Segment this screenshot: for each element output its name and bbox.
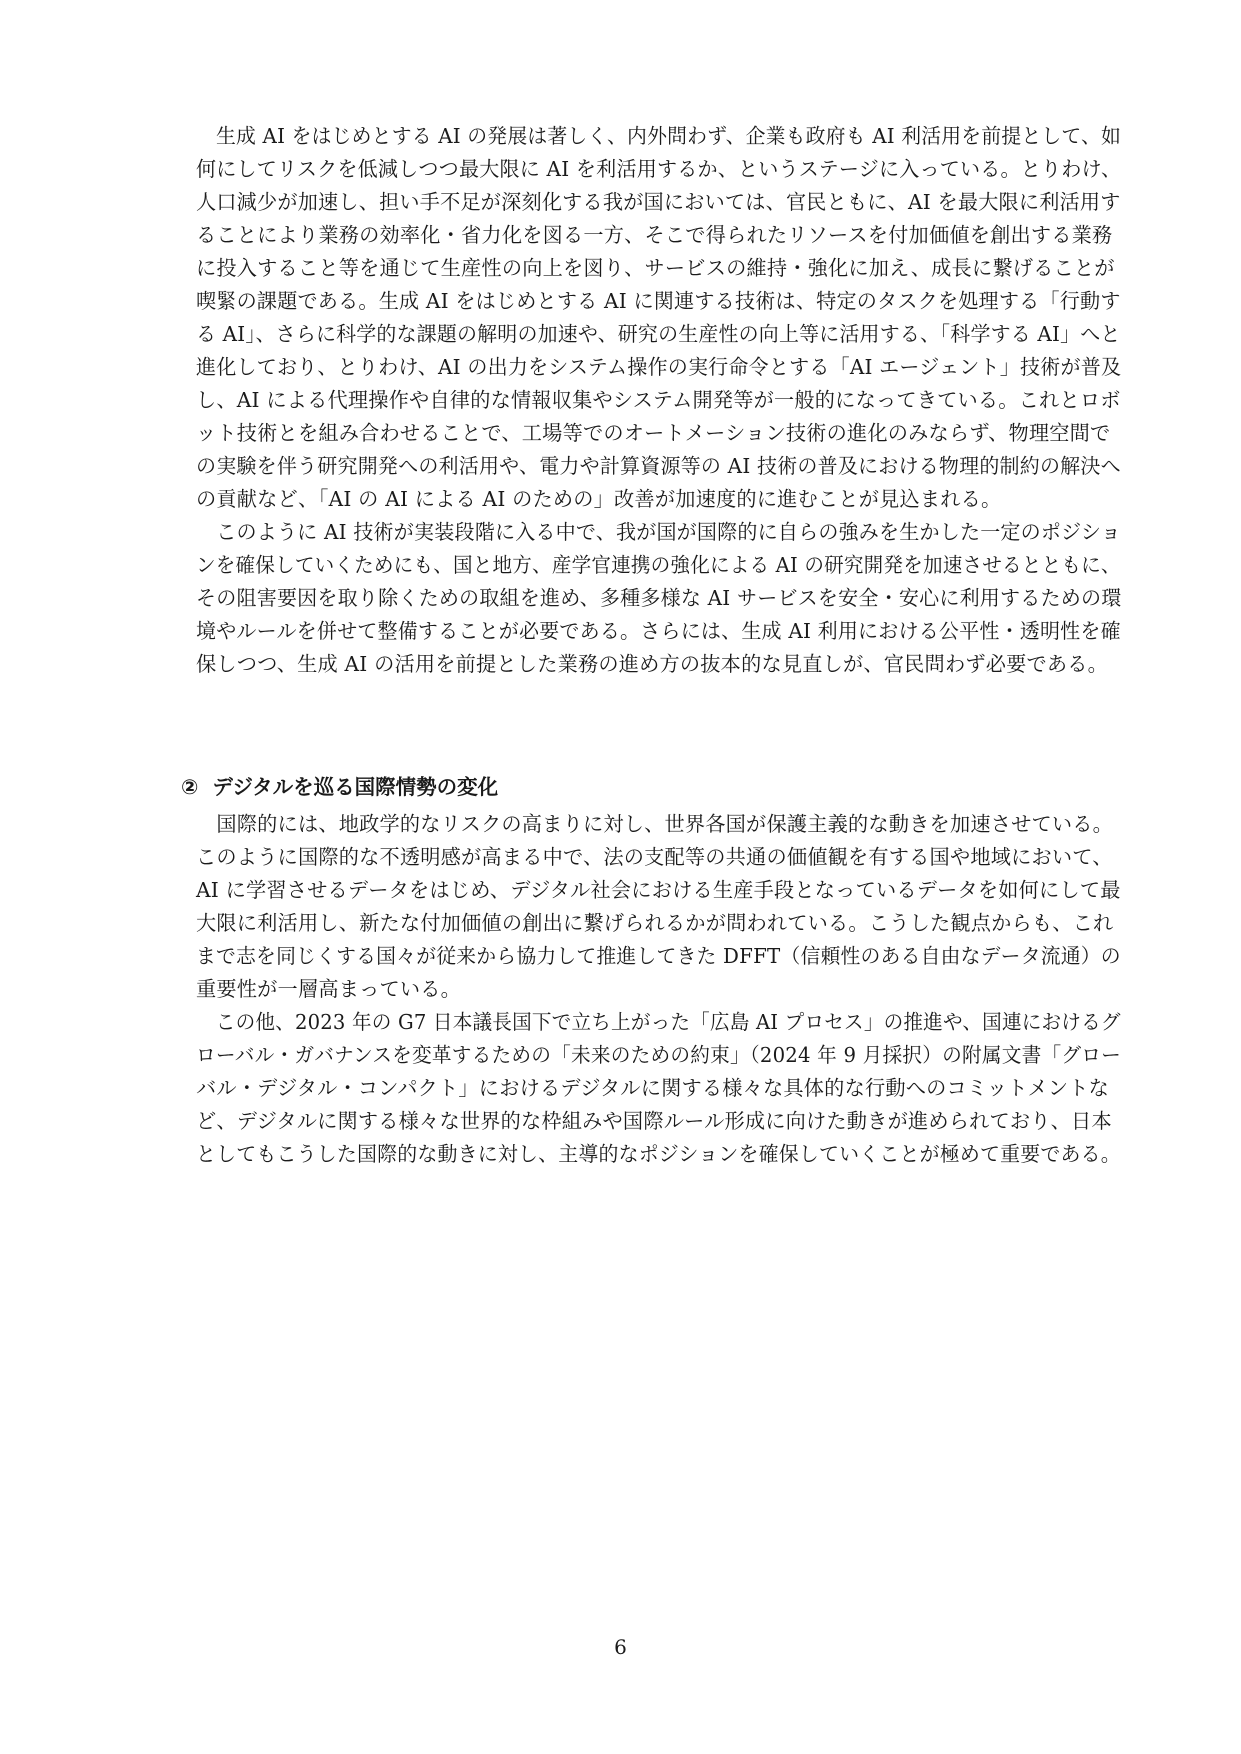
text-line: ローバル・ガバナンスを変革するための「未来のための約束」（2024 年 9 月採択）の附属文書「グロー bbox=[196, 1043, 1122, 1067]
text-line: この他、2023 年の G7 日本議長国下で立ち上がった「広島 AI プロセス」の推進や、国連におけるグ bbox=[196, 1010, 1121, 1034]
section-international-digital bbox=[196, 808, 1121, 1171]
text-line: 大限に利活用し、新たな付加価値の創出に繋げられるかが問われている。こうした観点からも、これ bbox=[196, 911, 1114, 935]
text-line: 何にしてリスクを低減しつつ最大限に AI を利活用するか、というステージに入っている。とりわけ、 bbox=[196, 157, 1122, 181]
section-heading bbox=[181, 772, 498, 802]
text-line: 重要性が一層高まっている。 bbox=[196, 977, 462, 1001]
text-line: の貢献など、「AI の AI による AI のための」改善が加速度的に進むことが見込まれる。 bbox=[196, 487, 1002, 511]
text-line: の実験を伴う研究開発への利活用や、電力や計算資源等の AI 技術の普及における物理的制約の解決へ bbox=[196, 454, 1121, 478]
text-line: に投入すること等を通じて生産性の向上を図り、サービスの維持・強化に加え、成長に繋げることが bbox=[196, 256, 1115, 280]
paragraph-ai-positioning bbox=[196, 516, 1121, 681]
paragraph-geopolitics bbox=[196, 808, 1121, 1006]
text-line: としてもこうした国際的な動きに対し、主導的なポジションを確保していくことが極めて重要である。 bbox=[196, 1142, 1121, 1166]
text-line: まで志を同じくする国々が従来から協力して推進してきた DFFT（信頼性のある自由なデータ流通）の bbox=[196, 944, 1121, 968]
paragraph-international-frameworks bbox=[196, 1006, 1121, 1171]
text-line: ンを確保していくためにも、国と地方、産学官連携の強化による AI の研究開発を加速させるとともに、 bbox=[196, 553, 1121, 577]
text-line: 保しつつ、生成 AI の活用を前提とした業務の進め方の抜本的な見直しが、官民問わず必要である。 bbox=[196, 652, 1109, 676]
text-line: その阻害要因を取り除くための取組を進め、多種多様な AI サービスを安全・安心に利用するための環 bbox=[196, 586, 1122, 610]
text-line: バル・デジタル・コンパクト」におけるデジタルに関する様々な具体的な行動へのコミットメントな bbox=[196, 1076, 1109, 1100]
text-line: し、AI による代理操作や自律的な情報収集やシステム開発等が一般的になってきている。これとロボ bbox=[196, 388, 1121, 412]
text-line: 人口減少が加速し、担い手不足が深刻化する我が国においては、官民ともに、AI を最大限に利活用す bbox=[196, 190, 1121, 214]
text-line: このように AI 技術が実装段階に入る中で、我が国が国際的に自らの強みを生かした一定のポジショ bbox=[196, 520, 1121, 544]
text-line: 喫緊の課題である。生成 AI をはじめとする AI に関連する技術は、特定のタスクを処理する「行動す bbox=[196, 289, 1121, 313]
text-line: ど、デジタルに関する様々な世界的な枠組みや国際ルール形成に向けた動きが進められており、日本 bbox=[196, 1109, 1112, 1133]
section-ai-development bbox=[196, 120, 1121, 681]
heading-number: ② bbox=[181, 775, 199, 799]
text-line: AI に学習させるデータをはじめ、デジタル社会における生産手段となっているデータを如何にして最 bbox=[196, 878, 1121, 902]
heading-title: デジタルを巡る国際情勢の変化 bbox=[212, 775, 499, 799]
text-line: このように国際的な不透明感が高まる中で、法の支配等の共通の価値観を有する国や地域において、 bbox=[196, 845, 1113, 869]
paragraph-ai-overview bbox=[196, 120, 1121, 516]
text-line: 進化しており、とりわけ、AI の出力をシステム操作の実行命令とする「AI エージェント」技術が普及 bbox=[196, 355, 1122, 379]
text-line: ることにより業務の効率化・省力化を図る一方、そこで得られたリソースを付加価値を創出する業務 bbox=[196, 223, 1113, 247]
text-line: 生成 AI をはじめとする AI の発展は著しく、内外問わず、企業も政府も AI 利活用を前提として、如 bbox=[196, 124, 1122, 148]
text-line: 境やルールを併せて整備することが必要である。さらには、生成 AI 利用における公平性・透明性を確 bbox=[196, 619, 1121, 643]
text-line: 国際的には、地政学的なリスクの高まりに対し、世界各国が保護主義的な動きを加速させている。 bbox=[196, 812, 1114, 836]
text-line: ット技術とを組み合わせることで、工場等でのオートメーション技術の進化のみならず、物理空間で bbox=[196, 421, 1111, 445]
page-number: 6 bbox=[614, 1635, 627, 1659]
text-line: る AI」、さらに科学的な課題の解明の加速や、研究の生産性の向上等に活用する、「科学する AI」へと bbox=[196, 322, 1121, 346]
